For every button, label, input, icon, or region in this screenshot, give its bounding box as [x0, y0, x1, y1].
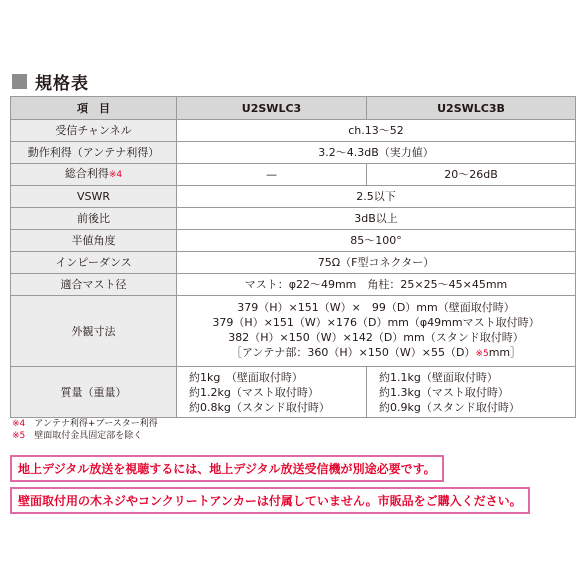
row-label: 動作利得（アンテナ利得） — [11, 142, 177, 164]
table-row — [11, 367, 576, 418]
header-model-2: U2SWLC3B — [367, 97, 576, 120]
row-value: ch.13～52 — [177, 120, 576, 142]
header-model-1: U2SWLC3 — [177, 97, 367, 120]
dims-line — [177, 345, 575, 362]
row-label: 前後比 — [11, 208, 177, 230]
row-label: 適合マスト径 — [11, 274, 177, 296]
header-item: 項 目 — [11, 97, 177, 120]
footnote-text: 壁面取付金具固定部を除く — [34, 431, 143, 441]
table-row — [11, 164, 576, 186]
row-label: 受信チャンネル — [11, 120, 177, 142]
row-label: 質量（重量） — [11, 367, 177, 418]
row-value: 3dB以上 — [177, 208, 576, 230]
row-value-2 — [367, 367, 576, 418]
footnote-mark: ※4 — [108, 170, 123, 180]
mass-line: 約1.1kg（壁面取付時） — [379, 370, 498, 384]
row-value: 85～100° — [177, 230, 576, 252]
row-value-2: 20～26dB — [367, 164, 576, 186]
table-row — [11, 208, 576, 230]
row-value — [177, 296, 576, 367]
table-row — [11, 186, 576, 208]
row-value: 3.2～4.3dB（実力値） — [177, 142, 576, 164]
table-row — [11, 142, 576, 164]
section-heading — [12, 70, 89, 92]
footnote-mark: ※4 — [12, 419, 26, 429]
footnote — [12, 418, 158, 430]
dims-line: 379（H）×151（W）× 99（D）mm（壁面取付時） — [237, 301, 515, 314]
footnote-text: アンテナ利得+ブースター利得 — [34, 419, 158, 429]
table-header-row — [11, 97, 576, 120]
row-label: 外観寸法 — [11, 296, 177, 367]
mass-line: 約1.2kg（マスト取付時） — [189, 385, 319, 399]
table-row — [11, 274, 576, 296]
mass-line: 約1.3kg（マスト取付時） — [379, 385, 509, 399]
row-label — [11, 164, 177, 186]
row-label: VSWR — [11, 186, 177, 208]
footnote-mark: ※5 — [12, 431, 26, 441]
dims-line: 382（H）×150（W）×142（D）mm（スタンド取付時） — [228, 331, 524, 344]
dims-text: mm］ — [488, 346, 522, 359]
heading-square-icon — [12, 74, 27, 89]
row-label: インピーダンス — [11, 252, 177, 274]
mass-line: 約1kg （壁面取付時） — [189, 370, 303, 384]
mass-line: 約0.9kg（スタンド取付時） — [379, 400, 520, 414]
footnotes — [12, 418, 158, 442]
row-label: 半値角度 — [11, 230, 177, 252]
table-row — [11, 252, 576, 274]
notice-receiver: 地上デジタル放送を視聴するには、地上デジタル放送受信機が別途必要です。 — [10, 455, 444, 482]
table-row — [11, 296, 576, 367]
footnote — [12, 430, 158, 442]
row-value-1 — [177, 367, 367, 418]
footnote-mark: ※5 — [475, 349, 489, 359]
row-value: 2.5以下 — [177, 186, 576, 208]
table-row — [11, 120, 576, 142]
spec-table — [10, 96, 576, 418]
mass-line: 約0.8kg（スタンド取付時） — [189, 400, 330, 414]
heading-title: 規格表 — [35, 73, 89, 94]
dims-text: ［アンテナ部：360（H）×150（W）×55（D） — [230, 346, 476, 359]
row-value: 75Ω（F型コネクター） — [177, 252, 576, 274]
row-value: マスト：φ22～49mm 角柱：25×25～45×45mm — [177, 274, 576, 296]
notice-screws: 壁面取付用の木ネジやコンクリートアンカーは付属していません。市販品をご購入ください。 — [10, 487, 530, 514]
dims-line: 379（H）×151（W）×176（D）mm（φ49mmマスト取付時） — [212, 316, 540, 329]
label-text: 総合利得 — [64, 167, 109, 180]
row-value-1: — — [177, 164, 367, 186]
table-row — [11, 230, 576, 252]
